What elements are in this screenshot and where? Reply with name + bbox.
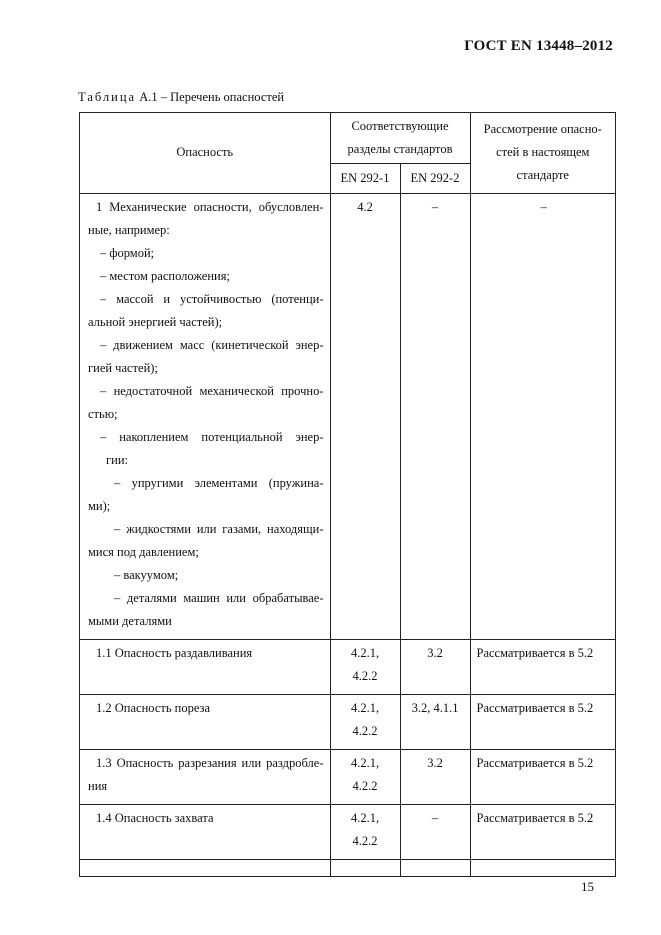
tail-cell — [80, 859, 330, 876]
caption-title: Перечень опасностей — [170, 90, 285, 104]
hazard-line: гии: — [106, 452, 128, 467]
hazard-line: 1.4 Опасность захвата — [96, 810, 214, 825]
en292-1-cell — [330, 694, 400, 749]
hazard-line: 1.1 Опасность раздавливания — [96, 645, 253, 660]
en292-1-cell: 4.2 — [330, 193, 400, 639]
en292-2-cell: – — [400, 193, 470, 639]
en292-1-line: 4.2.2 — [352, 723, 378, 738]
hazard-line: мися под давлением; — [88, 544, 199, 559]
hazard-line: ные, например: — [88, 222, 170, 237]
page-number: 15 — [581, 879, 594, 894]
en292-1-cell — [330, 749, 400, 804]
hazard-cell — [80, 694, 330, 749]
hazard-line: – массой и устойчивостью (потенци- — [100, 291, 324, 306]
en292-1-line: 4.2.2 — [352, 778, 378, 793]
en292-1-line: 4.2.2 — [352, 833, 378, 848]
header-sections-line: Соответствующие — [351, 118, 449, 133]
hazards-table — [80, 113, 615, 877]
hazard-line: – формой; — [100, 245, 155, 260]
hazard-cell — [80, 804, 330, 859]
table-row — [80, 749, 615, 804]
table-row — [80, 193, 615, 639]
hazard-line: – накоплением потенциальной энер- — [100, 429, 324, 444]
table-tail-row — [80, 859, 615, 876]
result-cell: – — [470, 193, 615, 639]
table-row — [80, 694, 615, 749]
hazard-line: гией частей); — [88, 360, 158, 375]
hazard-line: – местом расположения; — [100, 268, 230, 283]
en292-2-cell: – — [400, 804, 470, 859]
hazard-line: – вакуумом; — [114, 567, 179, 582]
en292-2-cell: 3.2 — [400, 749, 470, 804]
caption-dash: – — [160, 90, 167, 104]
result-cell: Рассматривается в 5.2 — [470, 749, 615, 804]
header-en292-2: EN 292-2 — [400, 163, 470, 193]
header-consideration-line: стей в настоящем — [496, 145, 590, 160]
hazard-line: – жидкостями или газами, находящи- — [114, 521, 324, 536]
en292-1-line: 4.2.1, — [350, 755, 380, 770]
document-code: ГОСТ EN 13448–2012 — [464, 38, 613, 54]
en292-2-cell: 3.2, 4.1.1 — [400, 694, 470, 749]
hazard-cell — [80, 749, 330, 804]
hazard-line: 1.3 Опасность разрезания или раздробле- — [96, 755, 324, 770]
caption-prefix: Таблица — [78, 90, 137, 104]
header-sections — [330, 113, 470, 163]
result-cell: Рассматривается в 5.2 — [470, 804, 615, 859]
hazard-line: альной энергией частей); — [88, 314, 223, 329]
en292-1-line: 4.2.1, — [350, 810, 380, 825]
result-cell: Рассматривается в 5.2 — [470, 639, 615, 694]
table-caption — [78, 90, 284, 105]
en292-1-line: 4.2.1, — [350, 700, 380, 715]
tail-cell — [470, 859, 615, 876]
result-cell: Рассматривается в 5.2 — [470, 694, 615, 749]
tail-cell — [400, 859, 470, 876]
table-row — [80, 639, 615, 694]
hazard-line: – деталями машин или обрабатывае- — [114, 590, 324, 605]
hazard-line: – движением масс (кинетической энер- — [100, 337, 324, 352]
header-sections-line: разделы стандартов — [347, 141, 453, 156]
hazard-line: 1.2 Опасность пореза — [96, 700, 211, 715]
en292-1-line: 4.2.1, — [350, 645, 380, 660]
hazard-line: ми); — [88, 498, 111, 513]
en292-1-cell — [330, 804, 400, 859]
en292-1-line: 4.2.2 — [352, 668, 378, 683]
hazard-line: 1 Механические опасности, обусловлен- — [96, 199, 324, 214]
caption-number: А.1 — [139, 90, 158, 104]
hazard-line: мыми деталями — [88, 613, 172, 628]
header-consideration-line: Рассмотрение опасно- — [483, 122, 602, 137]
header-en292-1: EN 292-1 — [330, 163, 400, 193]
hazards-table-frame — [79, 112, 616, 877]
hazard-line: – недостаточной механической прочно- — [100, 383, 324, 398]
header-hazard: Опасность — [80, 113, 330, 193]
tail-cell — [330, 859, 400, 876]
header-row — [80, 113, 615, 163]
header-consideration-line: стандарте — [516, 168, 569, 183]
hazard-line: стью; — [88, 406, 118, 421]
hazard-cell — [80, 193, 330, 639]
hazard-line: – упругими элементами (пружина- — [114, 475, 324, 490]
en292-1-cell — [330, 639, 400, 694]
en292-2-cell: 3.2 — [400, 639, 470, 694]
header-consideration — [470, 113, 615, 193]
table-row — [80, 804, 615, 859]
hazard-line: ния — [88, 778, 108, 793]
hazard-cell — [80, 639, 330, 694]
